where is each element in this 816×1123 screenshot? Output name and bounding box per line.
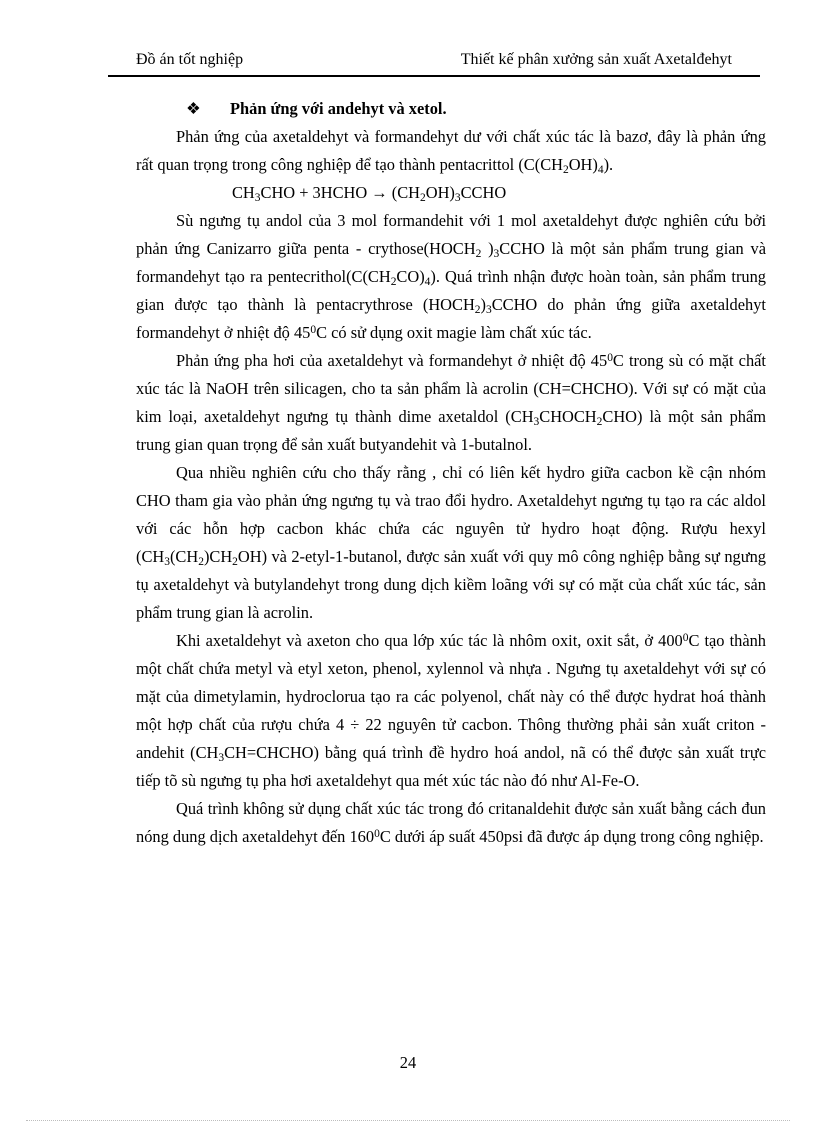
header-title-right: Thiết kế phân xưởng sản xuất Axetalđehyt bbox=[460, 51, 732, 68]
paragraph-3: Phản ứng pha hơi của axetaldehyt và formandehyt ở nhiệt độ $45^0C$ trong sù có mặt chất xúc tác là NaOH trên silicagen, cho ta sản phẩm là acrolin (CH=CHCHO). Với sự có mặt của kim loại, axetaldehyt ngưng tụ thành dime axetaldol $(CH_3CHOCH_2CHO)$ là một sản phẩm trung gian quan trọng để sản xuất butyandehit và 1-butalnol. bbox=[136, 351, 766, 454]
header-title-left: Đồ án tốt nghiệp bbox=[136, 51, 244, 68]
section-heading-text: Phản ứng với andehyt và xetol. bbox=[230, 99, 447, 118]
footer-dotted-line bbox=[26, 1120, 790, 1121]
header-divider bbox=[108, 75, 760, 77]
diamond-bullet-icon: ❖ bbox=[186, 99, 201, 118]
section-heading bbox=[136, 95, 766, 123]
paragraph-1: Phản ứng của axetaldehyt và formandehyt dư với chất xúc tác là bazơ, đây là phản ứng rất quan trọng trong công nghiệp để tạo thành pentacrittol $(C(CH_2OH)_4)$. bbox=[136, 127, 766, 176]
paragraph-4: Qua nhiều nghiên cứu cho thấy rằng , chỉ có liên kết hydro giữa cacbon kề cận nhóm CHO tham gia vào phản ứng ngưng tụ và trao đổi hydro. Axetaldehyt ngưng tụ tạo ra các aldol với các hỗn hợp cacbon khác chứa các nguyên tử hydro hoạt động. Rượu hexyl $(CH_3(CH_2)CH_2OH)$ và 2-etyl-1-butanol, được sản xuất với quy mô công nghiệp bằng sự ngưng tụ axetaldehyt và butylandehyt trong dung dịch kiềm loãng với sự có mặt của chất xúc tác, sản phẩm trung gian là acrolin. bbox=[136, 463, 766, 622]
page-number: 24 bbox=[399, 1053, 417, 1072]
document-body bbox=[136, 95, 766, 851]
paragraph-5: Khi axetaldehyt và axeton cho qua lớp xúc tác là nhôm oxit, oxit sắt, ở $400^0C$ tạo thành một chất chứa metyl và etyl xeton, phenol, xylennol và nhựa . Ngưng tụ axetaldehyt với sự có mặt của dimetylamin, hydroclorua tạo ra các polyenol, chất này có thể được hydrat hoá thành một hợp chất của rượu chứa 4 ÷ 22 nguyên tử cacbon. Thông thường phải sản xuất criton - andehit $(CH_3CH=CHCHO)$ bằng quá trình đề hydro hoá andol, nã có thể được sản xuất trực tiếp tõ sù ngưng tụ pha hơi axetaldehyt qua mét xúc tác nào đó như Al-Fe-O. bbox=[136, 631, 767, 790]
equation: $CH_3CHO$ + 3HCHO → $(CH_2OH)_3CCHO$ bbox=[232, 183, 507, 204]
paragraph-6: Quá trình không sử dụng chất xúc tác trong đó critanaldehit được sản xuất bằng cách đun nóng dung dịch axetaldehyt đến $160^0C$ dưới áp suất 450psi đã được áp dụng trong công nghiệp. bbox=[136, 799, 766, 846]
paragraph-2: Sù ngưng tụ andol của 3 mol formandehit với 1 mol axetaldehyt được nghiên cứu bởi phản ứng Canizarro giữa penta - $crythose(HOCH_2$ )$_3CCHO$ là một sản phẩm trung gian và formandehyt tạo ra $pentecrithol(C(CH_2CO)_4)$. Quá trình nhận được hoàn toàn, sản phẩm trung gian được tạo thành là pentacrythrose $(HOCH_2)_3CCHO$ do phản ứng giữa axetaldehyt formandehyt ở nhiệt độ $45^0C$ có sử dụng oxit magie làm chất xúc tác. bbox=[136, 211, 766, 342]
